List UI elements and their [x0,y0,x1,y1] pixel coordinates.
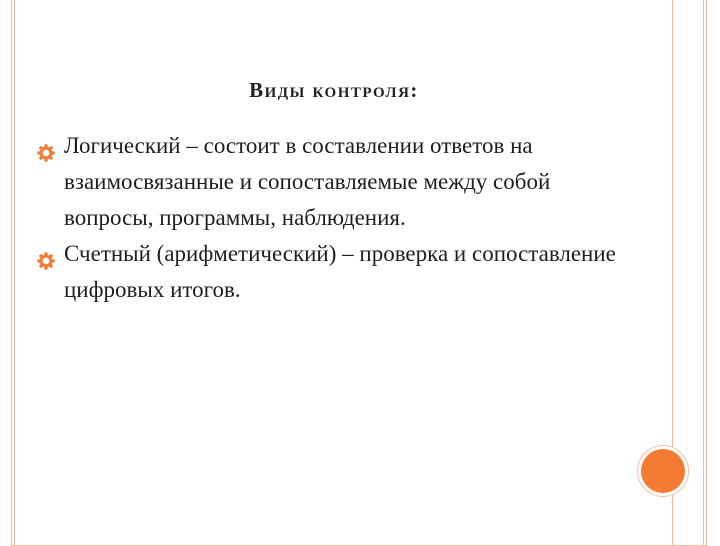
bullet-text: Логический – состоит в составлении ответов на взаимосвязанные и сопоставляемые между собой вопросы, программы, наблюдения. [64,133,551,230]
decorative-circle [641,449,685,493]
gear-bullet-icon [36,138,56,158]
slide-title: Виды контроля: [249,78,419,102]
bullet-item-arithmetic [36,236,636,308]
gear-bullet-icon [36,246,56,266]
bullet-item-logical [36,128,636,236]
bullet-list [36,128,636,308]
bullet-text: Счетный (арифметический) – проверка и сопоставление цифровых итогов. [64,241,616,302]
